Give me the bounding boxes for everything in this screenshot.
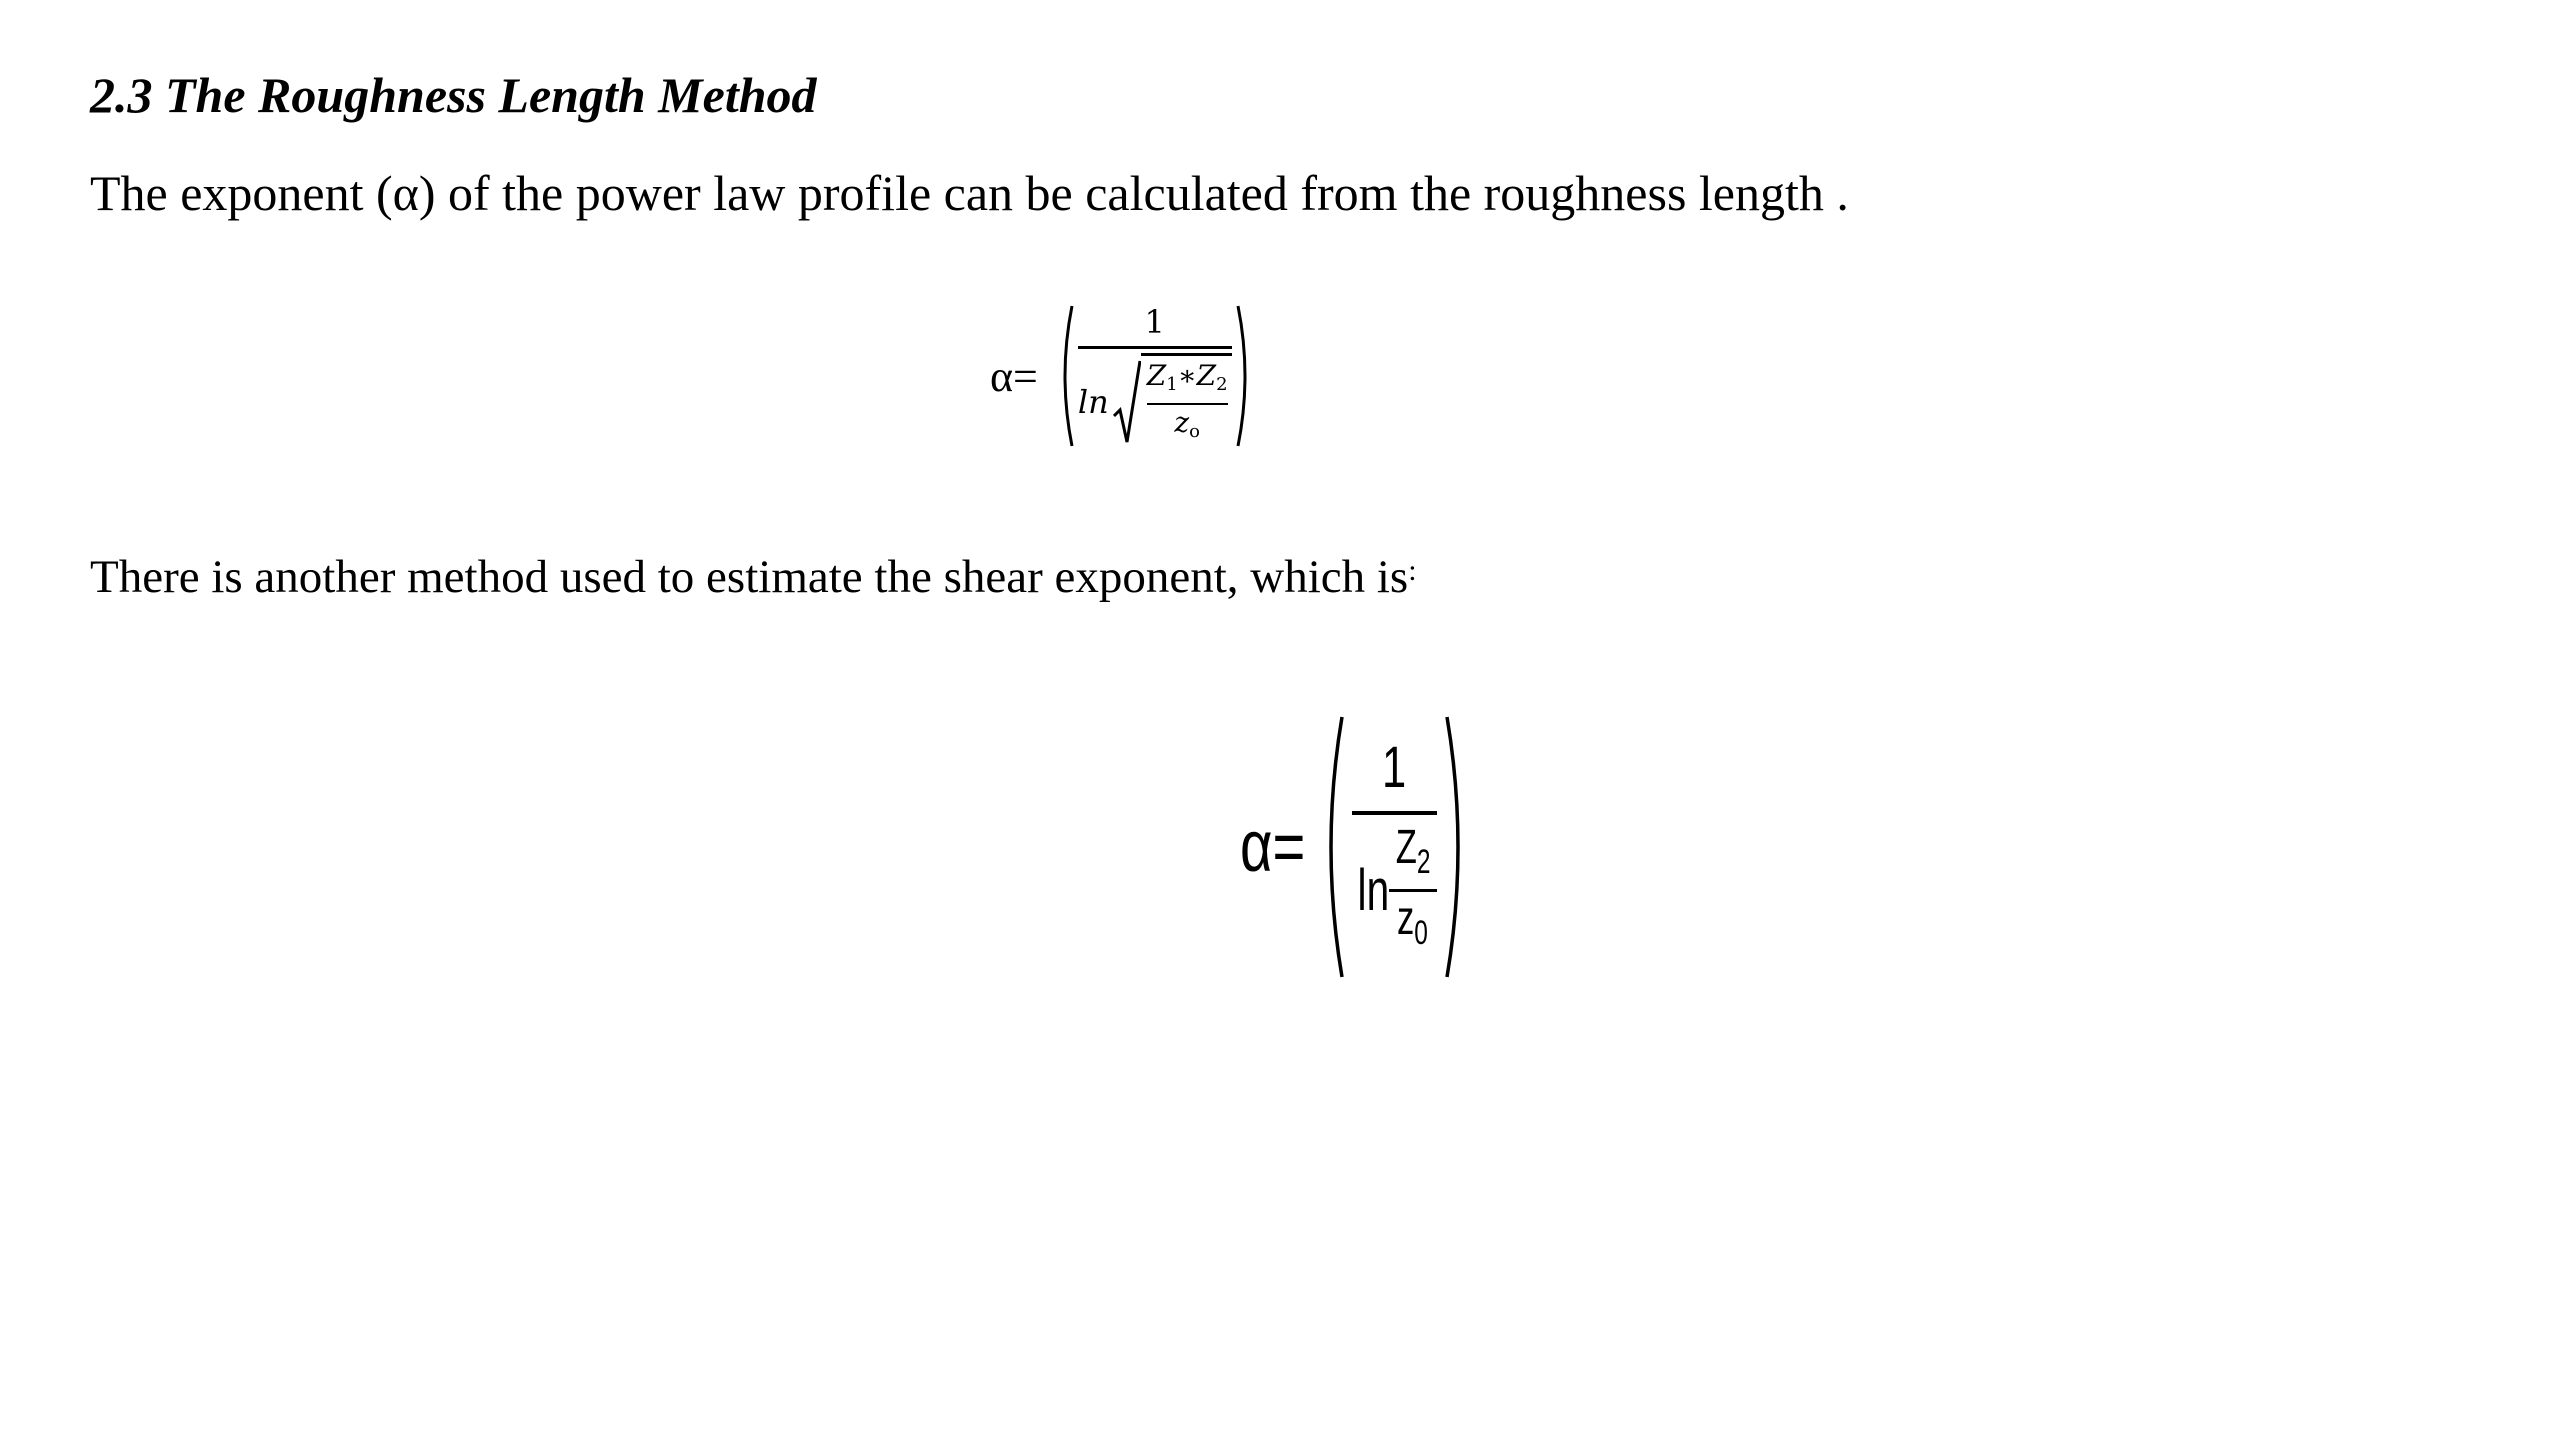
eq1-fraction-bar [1078,346,1232,349]
method-paragraph: There is another method used to estimate the shear exponent, which is: [90,551,1417,603]
eq2-left-paren [1318,715,1344,979]
eq1-right-paren [1236,304,1254,448]
eq1-radicand [1141,353,1232,450]
eq2-inner-denominator: $z_0$ [1397,891,1429,952]
eq1-radicand-numerator: $Z_1∗Z_2$ [1146,359,1228,395]
eq2-ln: ln [1357,857,1389,923]
eq2-denominator [1352,821,1437,960]
eq1-left-paren [1056,304,1074,448]
eq1-denominator [1078,353,1232,450]
eq1-ln: ln [1077,382,1109,421]
eq2-fraction [1352,735,1437,960]
eq2-inner-fraction [1389,821,1437,960]
eq2-lhs: α= [1240,807,1306,887]
equation-shear-exponent [1240,712,1471,982]
eq2-numerator: 1 [1382,734,1407,800]
eq2-inner-numerator: $Z_2$ [1395,820,1431,881]
eq1-numerator: 1 [1144,303,1165,341]
eq1-radicand-denominator: $z_o$ [1174,406,1200,442]
eq1-lhs: α= [990,351,1038,401]
eq1-fraction [1078,302,1232,450]
intro-paragraph: The exponent (α) of the power law profile can be calculated from the roughness length . [90,165,1849,221]
eq1-sqrt-symbol [1113,360,1141,444]
colon-mark: : [1408,554,1417,587]
eq2-right-paren [1445,715,1471,979]
section-heading: 2.3 The Roughness Length Method [90,67,817,123]
equation-roughness-length [990,296,1254,456]
eq2-fraction-bar [1352,811,1437,815]
